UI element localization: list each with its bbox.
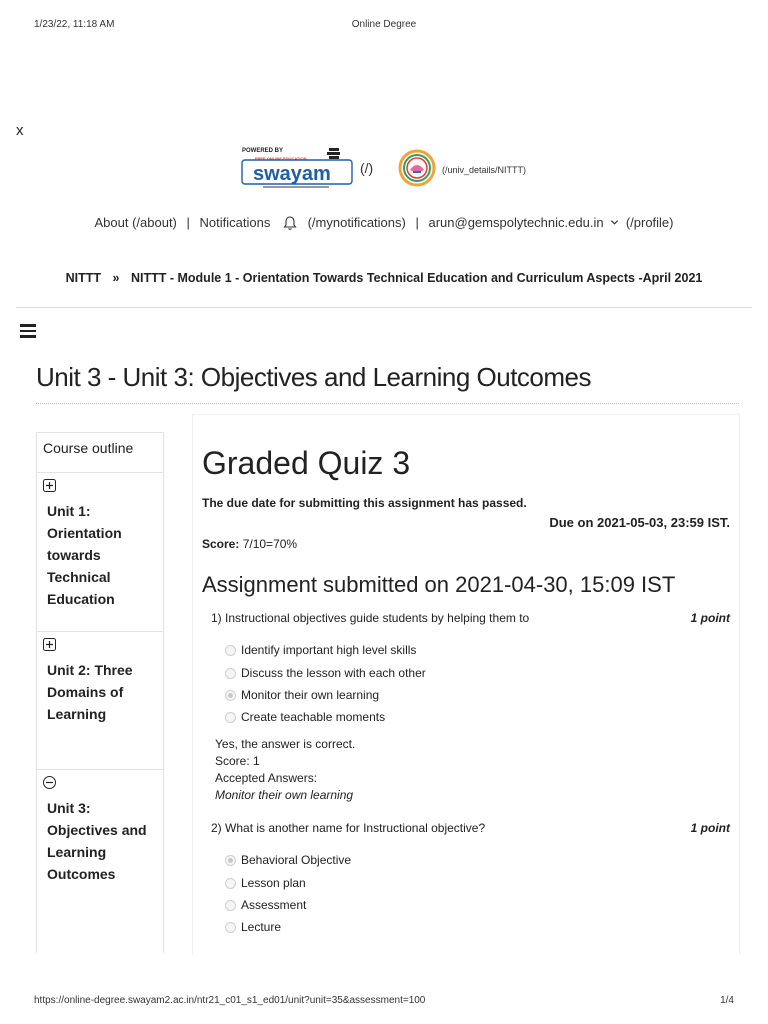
radio-button[interactable] bbox=[225, 922, 236, 933]
sidebar-unit-label[interactable]: Unit 2: Three Domains of Learning bbox=[47, 662, 133, 722]
answer-option[interactable] bbox=[225, 853, 351, 867]
radio-button-selected[interactable] bbox=[225, 690, 236, 701]
collapse-minus-icon[interactable] bbox=[43, 776, 56, 789]
answer-option-label: Create teachable moments bbox=[241, 710, 386, 724]
radio-button[interactable] bbox=[225, 712, 236, 723]
answer-option-label: Discuss the lesson with each other bbox=[241, 666, 426, 680]
quiz-title: Graded Quiz 3 bbox=[202, 445, 411, 481]
question-number: 2) bbox=[211, 821, 222, 835]
sidebar-unit-label[interactable]: Unit 1: Orientation towards Technical Education bbox=[47, 503, 122, 607]
swayam-logo[interactable] bbox=[241, 145, 353, 193]
answer-option[interactable] bbox=[225, 688, 379, 702]
nittt-logo[interactable] bbox=[397, 148, 437, 188]
answer-option-label: Lesson plan bbox=[241, 876, 306, 890]
chevron-down-icon[interactable] bbox=[610, 218, 619, 227]
expand-plus-icon[interactable] bbox=[43, 638, 56, 651]
title-divider bbox=[36, 403, 739, 404]
question-points: 1 point bbox=[690, 821, 730, 835]
radio-button[interactable] bbox=[225, 900, 236, 911]
sidebar-unit-1[interactable] bbox=[37, 473, 163, 632]
answer-option-label: Assessment bbox=[241, 898, 307, 912]
breadcrumb-root[interactable]: NITTT bbox=[65, 271, 102, 285]
logo-row bbox=[0, 143, 768, 193]
score-value: 7/10=70% bbox=[242, 537, 298, 551]
nav-profile-link[interactable]: (/profile) bbox=[625, 215, 674, 231]
print-url: https://online-degree.swayam2.ac.in/ntr21_c01_s1_ed01/unit?unit=35&assessment=100 bbox=[34, 995, 426, 1006]
accepted-answers-label: Accepted Answers: bbox=[215, 771, 318, 785]
nav-about[interactable]: About (/about) bbox=[94, 215, 177, 231]
swayam-powered-by: POWERED BY bbox=[242, 148, 284, 154]
nav-profile-email[interactable]: arun@gemspolytechnic.edu.in bbox=[428, 215, 604, 231]
print-page-number: 1/4 bbox=[720, 995, 734, 1006]
hamburger-menu-icon[interactable] bbox=[20, 324, 36, 338]
close-button[interactable]: x bbox=[16, 122, 24, 139]
feedback-score: Score: 1 bbox=[215, 754, 260, 768]
nav-separator: | bbox=[415, 215, 419, 231]
radio-button-selected[interactable] bbox=[225, 855, 236, 866]
accepted-answer: Monitor their own learning bbox=[215, 788, 354, 802]
expand-plus-icon[interactable] bbox=[43, 479, 56, 492]
question-feedback bbox=[215, 736, 355, 804]
answer-option-label: Behavioral Objective bbox=[241, 853, 352, 867]
answer-option[interactable] bbox=[225, 920, 281, 934]
header-divider bbox=[16, 307, 752, 308]
sidebar-unit-label[interactable]: Unit 3: Objectives and Learning Outcomes bbox=[47, 800, 147, 882]
answer-option[interactable] bbox=[225, 898, 306, 912]
breadcrumb-separator: » bbox=[112, 271, 120, 285]
sidebar-unit-3[interactable] bbox=[37, 770, 163, 895]
radio-button[interactable] bbox=[225, 668, 236, 679]
answer-option[interactable] bbox=[225, 643, 416, 657]
print-header bbox=[34, 19, 734, 30]
page-title: Unit 3 - Unit 3: Objectives and Learning Outcomes bbox=[36, 362, 592, 392]
nav-notifications[interactable]: Notifications bbox=[199, 215, 271, 231]
question-points: 1 point bbox=[690, 611, 730, 625]
due-passed-notice: The due date for submitting this assignment has passed. bbox=[202, 496, 527, 510]
answer-option-label: Lecture bbox=[241, 920, 282, 934]
submission-heading: Assignment submitted on 2021-04-30, 15:09 IST bbox=[202, 572, 676, 597]
question-text: Instructional objectives guide students by helping them to bbox=[225, 611, 530, 625]
print-footer bbox=[34, 995, 734, 1006]
feedback-text: Yes, the answer is correct. bbox=[215, 737, 356, 751]
quiz-score bbox=[202, 537, 297, 551]
swayam-home-link[interactable]: (/) bbox=[360, 160, 374, 176]
swayam-wordmark: swayam bbox=[253, 163, 331, 185]
due-date: Due on 2021-05-03, 23:59 IST. bbox=[549, 515, 730, 530]
question-number: 1) bbox=[211, 611, 222, 625]
course-outline-title: Course outline bbox=[37, 433, 163, 473]
answer-option-label: Identify important high level skills bbox=[241, 643, 417, 657]
nittt-details-link[interactable]: (/univ_details/NITTT) bbox=[442, 165, 527, 175]
answer-option-label: Monitor their own learning bbox=[241, 688, 380, 702]
top-nav bbox=[0, 214, 768, 231]
answer-option[interactable] bbox=[225, 876, 306, 890]
answer-option[interactable] bbox=[225, 666, 426, 680]
breadcrumb bbox=[0, 271, 768, 285]
radio-button[interactable] bbox=[225, 878, 236, 889]
sidebar-unit-2[interactable] bbox=[37, 632, 163, 770]
answer-option[interactable] bbox=[225, 710, 385, 724]
quiz-panel bbox=[192, 414, 740, 955]
course-outline-sidebar bbox=[36, 432, 164, 953]
bell-icon[interactable] bbox=[282, 215, 298, 231]
radio-button[interactable] bbox=[225, 645, 236, 656]
swayam-tagline: FREE ONLINE EDUCATION bbox=[255, 156, 307, 161]
breadcrumb-course[interactable]: NITTT - Module 1 - Orientation Towards Technical Education and Curriculum Aspects -April 2021 bbox=[130, 271, 703, 285]
print-page-title: Online Degree bbox=[351, 19, 417, 30]
nav-separator: | bbox=[186, 215, 190, 231]
question-2 bbox=[211, 821, 730, 835]
question-text: What is another name for Instructional objective? bbox=[225, 821, 486, 835]
score-label: Score: bbox=[202, 537, 240, 551]
nav-notifications-link[interactable]: (/mynotifications) bbox=[307, 215, 406, 231]
question-1 bbox=[211, 611, 730, 625]
print-datetime: 1/23/22, 11:18 AM bbox=[34, 19, 115, 30]
